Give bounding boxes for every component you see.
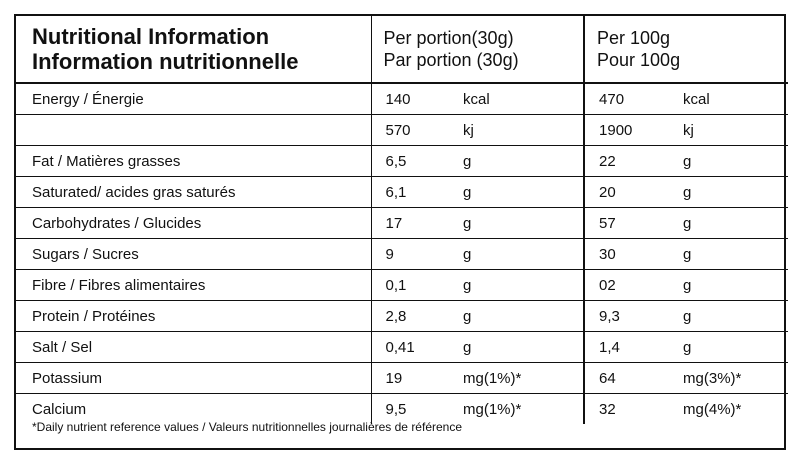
per-100g-header — [584, 16, 788, 83]
per-100g-unit: g — [673, 208, 788, 239]
title-english: Nutritional Information — [32, 24, 270, 49]
per-portion-unit: g — [453, 177, 584, 208]
nutrient-name: Potassium — [16, 363, 371, 394]
per-100g-value: 32 — [584, 394, 673, 425]
title-french: Information nutritionnelle — [32, 49, 299, 74]
table-header — [16, 16, 788, 83]
nutrient-name: Fat / Matières grasses — [16, 146, 371, 177]
per-100g-unit: g — [673, 146, 788, 177]
per-100g-unit: g — [673, 177, 788, 208]
table-row — [16, 146, 788, 177]
per-portion-value: 19 — [371, 363, 453, 394]
per-portion-unit: kcal — [453, 83, 584, 115]
label-title — [16, 16, 371, 83]
per-100g-value: 9,3 — [584, 301, 673, 332]
nutrient-name: Saturated/ acides gras saturés — [16, 177, 371, 208]
per-100g-unit: g — [673, 270, 788, 301]
per-100g-unit: kj — [673, 115, 788, 146]
per-portion-unit: g — [453, 270, 584, 301]
table-row — [16, 177, 788, 208]
per-100g-value: 470 — [584, 83, 673, 115]
per-100g-unit: mg(3%)* — [673, 363, 788, 394]
nutrient-name — [16, 115, 371, 146]
footnote: *Daily nutrient reference values / Valeurs nutritionnelles journalières de référence — [32, 420, 463, 434]
per-100g-unit: g — [673, 239, 788, 270]
per-portion-value: 0,41 — [371, 332, 453, 363]
per-portion-value: 9,5 — [371, 394, 453, 425]
per-100g-french: Pour 100g — [597, 50, 681, 70]
table-row — [16, 270, 788, 301]
table-row — [16, 239, 788, 270]
per-portion-value: 0,1 — [371, 270, 453, 301]
per-100g-value: 1,4 — [584, 332, 673, 363]
per-portion-value: 570 — [371, 115, 453, 146]
per-portion-unit: g — [453, 239, 584, 270]
per-100g-value: 22 — [584, 146, 673, 177]
per-100g-value: 1900 — [584, 115, 673, 146]
per-portion-unit: mg(1%)* — [453, 363, 584, 394]
per-100g-unit: mg(4%)* — [683, 400, 742, 418]
per-portion-unit: g — [453, 146, 584, 177]
per-100g-unit: g — [673, 301, 788, 332]
table-row — [16, 363, 788, 394]
nutrient-name: Sugars / Sucres — [16, 239, 371, 270]
per-portion-unit: g — [453, 301, 584, 332]
per-portion-value: 17 — [371, 208, 453, 239]
per-portion-english: Per portion(30g) — [383, 28, 514, 48]
nutrient-name: Protein / Protéines — [16, 301, 371, 332]
per-portion-value: 9 — [371, 239, 453, 270]
per-portion-value: 2,8 — [371, 301, 453, 332]
per-portion-unit: kj — [453, 115, 584, 146]
per-portion-value: 140 — [371, 83, 453, 115]
nutrient-name: Carbohydrates / Glucides — [16, 208, 371, 239]
per-portion-french: Par portion (30g) — [383, 50, 519, 70]
table-row — [16, 83, 788, 115]
table-row — [16, 208, 788, 239]
per-100g-unit: kcal — [673, 83, 788, 115]
nutrient-name: Energy / Énergie — [16, 83, 371, 115]
nutrient-name: Calcium — [32, 400, 87, 418]
nutrition-label — [14, 14, 786, 450]
per-portion-unit: mg(1%)* — [463, 400, 522, 418]
per-100g-value: 02 — [584, 270, 673, 301]
table-row — [16, 115, 788, 146]
per-portion-header — [371, 16, 584, 83]
per-100g-value: 57 — [584, 208, 673, 239]
per-100g-value: 30 — [584, 239, 673, 270]
table-row — [16, 332, 788, 363]
per-100g-value: 64 — [584, 363, 673, 394]
per-portion-value: 6,5 — [371, 146, 453, 177]
nutrient-name: Salt / Sel — [16, 332, 371, 363]
per-100g-unit: g — [673, 332, 788, 363]
nutrient-name: Fibre / Fibres alimentaires — [16, 270, 371, 301]
per-portion-unit: g — [453, 332, 584, 363]
nutrition-table — [16, 16, 788, 424]
per-portion-unit: g — [453, 208, 584, 239]
per-portion-value: 6,1 — [371, 177, 453, 208]
per-100g-english: Per 100g — [597, 28, 671, 48]
table-row — [16, 301, 788, 332]
per-100g-value: 20 — [584, 177, 673, 208]
